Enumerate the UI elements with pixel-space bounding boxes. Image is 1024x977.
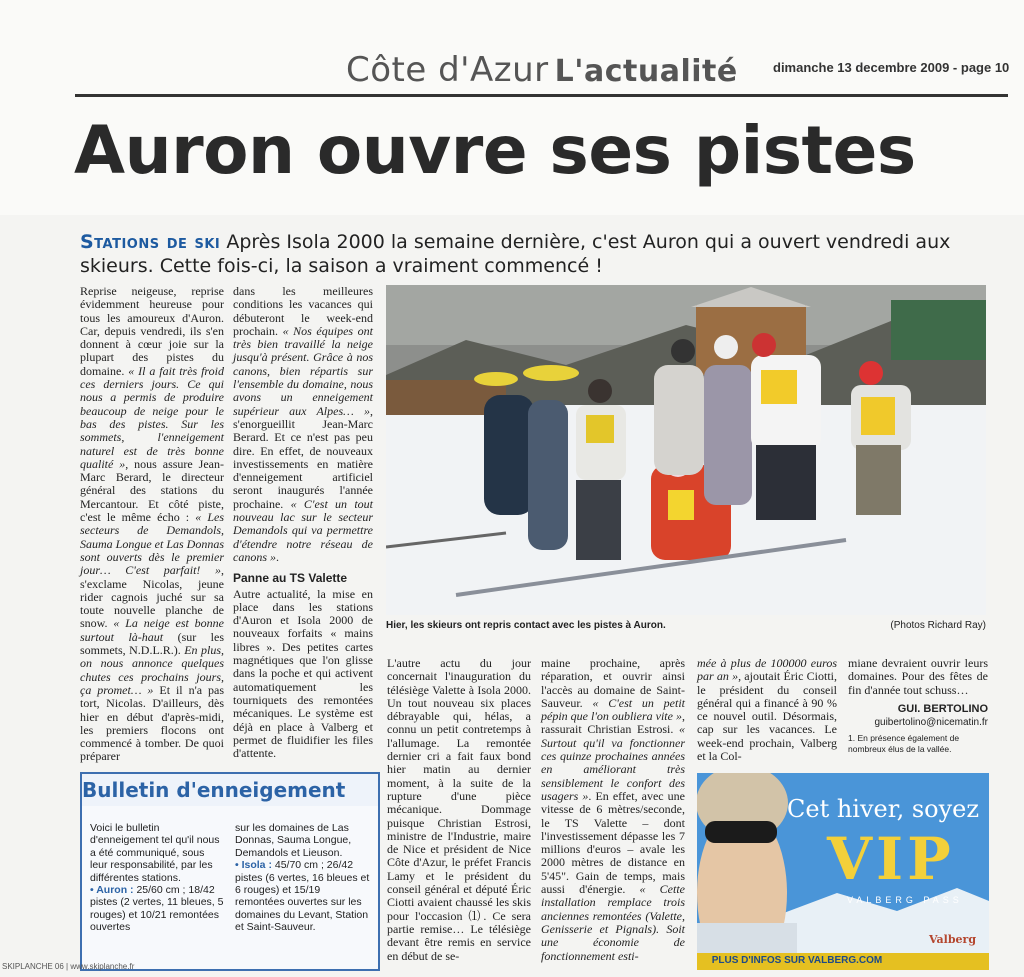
caption-text: Hier, les skieurs ont repris contact avec les pistes à Auron.: [386, 620, 666, 631]
quote-run: « Il a fait très froid ces derniers jours. Ce qui nous a permis de produire beaucoup de neige pour le bas des pistes. Sur les sommets, l'enneigement naturel est de très bonne qualité »: [80, 363, 224, 471]
text-run: (sur les sommets, N.D.L.R.).: [80, 629, 225, 658]
text-run: maine prochaine, après réparation, et ouvrir ainsi l'accès au domaine de Saint-Sauveur.: [541, 656, 685, 710]
byline-name: GUI. BERTOLINO: [897, 702, 988, 715]
ad-brand: VIP: [827, 825, 955, 893]
kicker: Stations de ski: [80, 231, 221, 253]
quote-run: « Surtout qu'il va fonctionner ces quinze prochaines années en améliorant très sensiblement le confort des usagers »: [541, 722, 685, 803]
photo-credit: (Photos Richard Ray): [890, 620, 986, 631]
text-run: .: [276, 549, 279, 564]
snow-bulletin-box: [80, 772, 380, 971]
column-6-text: miane devraient ouvrir leurs domaines. Pour des fêtes de fin d'année tout schuss…: [848, 656, 988, 697]
quote-run: « Cette installation remplace trois anciennes remontées (Valette, Genisserie et Pignals). Soit une économie de fonctionnement esti-: [541, 882, 685, 963]
quote-run: « C'est un petit pépin que l'on oubliera vite »: [541, 695, 685, 724]
auron-text: 25/60 cm ; 18/42 pistes (2 vertes, 11 bleues, 5 rouges) et 10/21 remontées ouvertes: [90, 884, 224, 934]
section-title: Côte d'Azur L'actualité: [346, 50, 738, 90]
paragraph: [541, 657, 685, 963]
quote-run: « Nos équipes ont très bien travaillé la neige jusqu'à présent. Grâce à nos canons, bien répartis sur l'ensemble du domaine, nous avons un enneigement supérieur aux Alpes… »: [233, 323, 373, 418]
text-run: Reprise neigeuse, reprise évidemment heureuse pour tous les amoureux d'Auron. Car, depuis vendredi, ils s'en donnent à cœur joie sur la plupart des pistes du domaine.: [80, 284, 224, 378]
ad-logo: Valberg: [929, 933, 977, 946]
column-5-text: [697, 657, 837, 763]
article-column-5: [697, 657, 837, 763]
article-column-1: [80, 285, 224, 764]
article-column-2: [233, 285, 373, 760]
bulletin-right: [235, 822, 371, 934]
footer-credit: SKIPLANCHE 06 | www.skiplanche.fr: [2, 962, 135, 971]
bulletin-left: [90, 822, 224, 934]
lede-text: Après Isola 2000 la semaine dernière, c'est Auron qui a ouvert vendredi aux skieurs. Cette fois-ci, la saison a vraiment commencé !: [80, 231, 951, 277]
paragraph: [80, 285, 224, 764]
column-2-text-b: Autre actualité, la mise en place dans les stations d'Auron et Isola 2000 de nouveaux forfaits « mains libres ». Des petites cartes magnétiques que l'on glisse dans la poche et qui activent automatiquement les tourniquets des remontées mécaniques. Le système est déjà en place à Valberg et permet de fluidifier les files d'attente.: [233, 586, 373, 761]
ski-photo: [386, 285, 986, 615]
article-column-6: [848, 657, 988, 755]
bulletin-right-intro: sur les domaines de Las Donnas, Sauma Longue, Demandols et Lieuson.: [235, 822, 352, 859]
subhead-panne: Panne au TS Valette: [233, 571, 348, 586]
paragraph: [697, 657, 837, 763]
text-run: dans les meilleures conditions les vacances qui débuteront le week-end prochain.: [233, 284, 373, 338]
issue-date: dimanche 13 decembre 2009 - page 10: [773, 60, 1010, 75]
paragraph: [233, 285, 373, 564]
column-2-text: [233, 285, 373, 564]
lede: [80, 230, 985, 278]
text-run: , nous assure Jean-Marc Berard, le directeur général des stations du Mercantour. Et côté piste, c'est le même écho :: [80, 456, 224, 525]
text-run: , s'enorgueillit Jean-Marc Berard. Et ce n'est pas peu dire. En effet, de nouveaux investissements en matière d'enneigement artificiel seront inaugurés l'année prochaine.: [233, 403, 373, 511]
quote-run: En plus, on nous annonce quelques chutes ces prochains jours, ça promet… »: [80, 643, 224, 697]
auron-label: • Auron :: [90, 884, 134, 897]
headline: Auron ouvre ses pistes: [74, 112, 916, 189]
quote-run: « C'est un tout nouveau lac sur le secteur Demandols qui va permettre d'étendre notre réseau de canons »: [233, 496, 373, 564]
quote-run: « La neige est bonne surtout là-haut: [80, 616, 224, 644]
article-column-3: [387, 657, 531, 963]
byline-email: guibertolino@nicematin.fr: [874, 717, 988, 729]
quote-run: « Les secteurs de Demandols, Sauma Longue et Las Donnas sont ouverts dès le premier jour… C'est parfait! »: [80, 510, 225, 578]
bulletin-intro: Voici le bulletin d'enneigement tel qu'il nous a été communiqué, sous leur responsabilité, par les différentes stations.: [90, 822, 220, 884]
isola-text: 45/70 cm ; 26/42 pistes (6 vertes, 16 bleues et 6 rouges) et 15/19 remontées ouvertes sur les domaines du Levant, Station et Saint-Sauveur.: [235, 859, 370, 934]
text-run: . En effet, avec une vitesse de 6 mètres/seconde, le TS Valette – dont l'investissement dépasse les 7 millions d'euros – avale les 2000 mètres de distance en 5'45". Gain de temps, mais aussi d'énergie.: [541, 788, 685, 897]
bulletin-title: Bulletin d'enneigement: [82, 774, 378, 806]
photo-caption: [386, 620, 986, 631]
column-3-text: L'autre actu du jour concernait l'inauguration du télésiège Valette à Isola 2000. Un tout nouveau six places débrayable qui, hélas, a connu un petit contretemps à l'allumage. La remontée dernier cri a fait faux bond hier matin au dernier moment, à la suite de la rupture d'une pièce mécanique. Dommage puisque Christian Estrosi, ministre de l'Industrie, maire de Nice et président de Nice Côte d'Azur, le préfet Francis Lamy et le président du conseil général et député Éric Ciotti avaient chaussé les skis pour l'occasion ⑴. Ce sera partie remise… Le télésiège devant être remis en service en début de se-: [387, 656, 531, 963]
footnote: 1. En présence également de nombreux élus de la vallée.: [848, 733, 960, 755]
isola-label: • Isola :: [235, 859, 272, 872]
masthead-rule: [75, 94, 1008, 97]
subsection-title: L'actualité: [554, 54, 738, 89]
ad-footer: PLUS D'INFOS SUR VALBERG.COM: [711, 955, 883, 966]
ad-headline: Cet hiver, soyez: [787, 795, 979, 823]
ad-pass: VALBERG PASS: [847, 895, 963, 905]
text-run: , s'exclame Nicolas, jeune rider cagnois juché sur sa toute nouvelle planche de snow.: [80, 563, 224, 631]
text-run: Et il n'a pas tort, Nicolas. D'ailleurs, dès hier en début d'après-midi, les premiers flocons ont commencé à tomber. De quoi préparer: [80, 682, 224, 764]
quote-run: mée à plus de 100000 euros par an »: [697, 656, 837, 684]
text-run: , rassurait Christian Estrosi.: [541, 709, 685, 737]
article-column-4: [541, 657, 685, 963]
text-run: , ajoutait Éric Ciotti, le président du conseil général qui a financé à 90 % ce nouvel outil. Désormais, cap sur les vacances. Le week-end prochain, Valberg et la Col-: [697, 669, 837, 764]
valberg-ad: [697, 773, 989, 970]
